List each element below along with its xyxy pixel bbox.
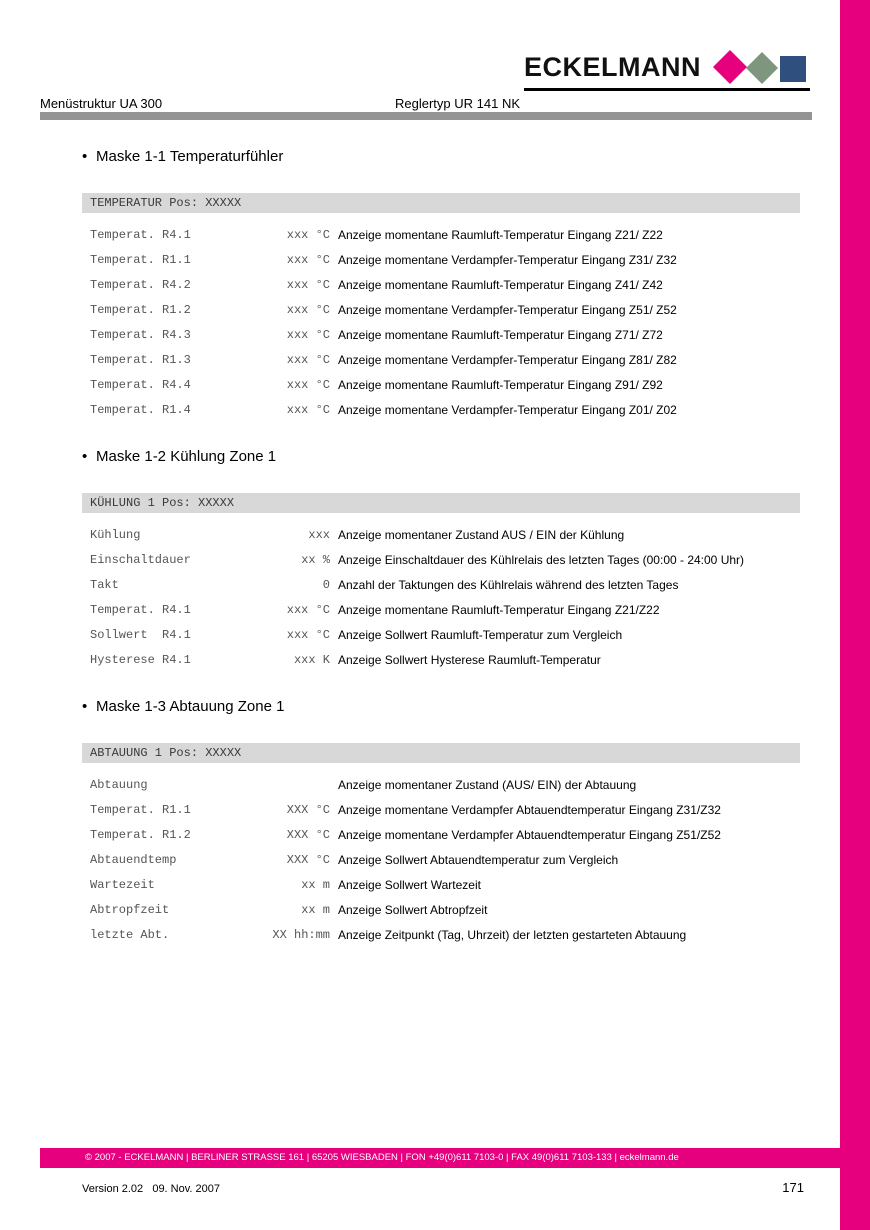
row-desc: Anzeige momentane Raumluft-Temperatur Eingang Z21/ Z22 [338,227,663,242]
row-desc: Anzeige momentane Verdampfer Abtauendtemperatur Eingang Z51/Z52 [338,827,721,842]
row-desc: Anzeige momentaner Zustand (AUS/ EIN) der Abtauung [338,777,637,792]
row-value: xxx °C [286,352,330,367]
logo-mark-icon [708,50,810,84]
table-row [82,647,800,672]
row-value: xxx °C [286,327,330,342]
section [82,448,800,672]
table-row [82,572,800,597]
row-desc: Anzeige momentane Raumluft-Temperatur Eingang Z71/ Z72 [338,327,663,342]
row-desc: Anzeige momentane Raumluft-Temperatur Eingang Z21/Z22 [338,602,660,617]
table-header [82,743,800,763]
row-desc: Anzeige Sollwert Abtropfzeit [338,902,488,917]
section-title [82,698,800,716]
row-desc: Anzeige momentane Verdampfer-Temperatur Eingang Z51/ Z52 [338,302,677,317]
row-label: Hysterese R4.1 [90,652,191,667]
row-label: Sollwert R4.1 [90,627,191,642]
table-header-label: ABTAUUNG 1 Pos: XXXXX [90,746,242,760]
row-desc: Anzeige Zeitpunkt (Tag, Uhrzeit) der letzten gestarteten Abtauung [338,927,687,942]
row-desc: Anzeige momentane Verdampfer Abtauendtemperatur Eingang Z31/Z32 [338,802,721,817]
row-label: Einschaltdauer [90,552,191,567]
row-label: Takt [90,577,119,592]
row-label: Temperat. R4.4 [90,377,191,392]
section-title-text: Maske 1-2 Kühlung Zone 1 [96,448,277,465]
row-label: Temperat. R4.1 [90,227,191,242]
table-row [82,897,800,922]
row-desc: Anzahl der Taktungen des Kühlrelais während des letzten Tages [338,577,679,592]
table-row [82,222,800,247]
sections [82,140,800,947]
table-row [82,797,800,822]
logo-text: ECKELMANN [524,51,701,82]
row-label: Temperat. R4.1 [90,602,191,617]
header-controller-type: Reglertyp UR 141 NK [395,96,520,111]
row-desc: Anzeige Sollwert Abtauendtemperatur zum Vergleich [338,852,619,867]
header-document-title: Menüstruktur UA 300 [40,96,163,111]
row-value: xxx [308,527,330,542]
row-label: Temperat. R1.4 [90,402,191,417]
table-header [82,193,800,213]
mask-table [82,493,800,672]
row-label: Temperat. R4.2 [90,277,191,292]
table-row [82,597,800,622]
version-text: Version 2.02 09. Nov. 2007 [82,1183,220,1195]
row-label: letzte Abt. [90,927,170,942]
table-row [82,772,800,797]
section-title [82,148,800,166]
row-value: xx % [301,552,330,567]
row-value: xxx K [293,652,330,667]
row-value: XXX °C [286,852,330,867]
page-number: 171 [782,1180,804,1195]
row-label: Wartezeit [90,877,155,892]
eckelmann-logo [524,50,810,91]
row-value: xxx °C [286,252,330,267]
row-label: Abtauendtemp [90,852,177,867]
table-row [82,922,800,947]
table-header-label: TEMPERATUR Pos: XXXXX [90,196,242,210]
header-rule [40,112,812,120]
table-row [82,297,800,322]
row-label: Kühlung [90,527,141,542]
mask-table [82,743,800,947]
row-value: XXX °C [286,827,330,842]
row-label: Temperat. R4.3 [90,327,191,342]
row-label: Temperat. R1.2 [90,827,191,842]
table-row [82,322,800,347]
table-row [82,822,800,847]
row-value: 0 [322,577,330,592]
row-desc: Anzeige momentaner Zustand AUS / EIN der Kühlung [338,527,625,542]
table-row [82,247,800,272]
row-value: xxx °C [286,602,330,617]
table-row [82,272,800,297]
row-desc: Anzeige momentane Verdampfer-Temperatur Eingang Z01/ Z02 [338,402,677,417]
table-row [82,622,800,647]
table-rows [82,522,800,672]
row-value: xx m [301,877,330,892]
table-row [82,522,800,547]
row-label: Abtropfzeit [90,902,170,917]
row-value: XXX °C [286,802,330,817]
row-value: xxx °C [286,302,330,317]
section [82,148,800,422]
section [82,698,800,947]
row-label: Temperat. R1.1 [90,802,191,817]
row-desc: Anzeige Sollwert Hysterese Raumluft-Temperatur [338,652,601,667]
table-row [82,872,800,897]
table-row [82,847,800,872]
table-header [82,493,800,513]
row-value: xxx °C [286,402,330,417]
row-desc: Anzeige momentane Raumluft-Temperatur Eingang Z91/ Z92 [338,377,663,392]
row-label: Temperat. R1.1 [90,252,191,267]
row-value: XX hh:mm [272,927,330,942]
section-title-text: Maske 1-3 Abtauung Zone 1 [96,698,285,715]
row-value: xxx °C [286,227,330,242]
row-desc: Anzeige Einschaltdauer des Kühlrelais des letzten Tages (00:00 - 24:00 Uhr) [338,552,745,567]
mask-table [82,193,800,422]
row-value: xxx °C [286,277,330,292]
row-label: Temperat. R1.3 [90,352,191,367]
footer-bar-text: © 2007 - ECKELMANN | BERLINER STRASSE 161 | 65205 WIESBADEN | FON +49(0)611 7103-0 | FAX 49(0)611 7103-133 | eckelmann.de [85,1152,679,1163]
page-edge-strip [840,0,870,1230]
row-desc: Anzeige Sollwert Raumluft-Temperatur zum Vergleich [338,627,623,642]
row-label: Abtauung [90,777,148,792]
row-value: xxx °C [286,377,330,392]
table-row [82,347,800,372]
row-desc: Anzeige momentane Raumluft-Temperatur Eingang Z41/ Z42 [338,277,663,292]
table-row [82,372,800,397]
row-desc: Anzeige Sollwert Wartezeit [338,877,481,892]
section-title-text: Maske 1-1 Temperaturfühler [96,148,284,165]
section-title [82,448,800,466]
row-desc: Anzeige momentane Verdampfer-Temperatur Eingang Z81/ Z82 [338,352,677,367]
table-rows [82,222,800,422]
table-row [82,547,800,572]
table-row [82,397,800,422]
footer-bar [40,1148,840,1168]
table-rows [82,772,800,947]
row-desc: Anzeige momentane Verdampfer-Temperatur Eingang Z31/ Z32 [338,252,677,267]
row-value: xxx °C [286,627,330,642]
table-header-label: KÜHLUNG 1 Pos: XXXXX [90,496,235,510]
row-value: xx m [301,902,330,917]
row-label: Temperat. R1.2 [90,302,191,317]
